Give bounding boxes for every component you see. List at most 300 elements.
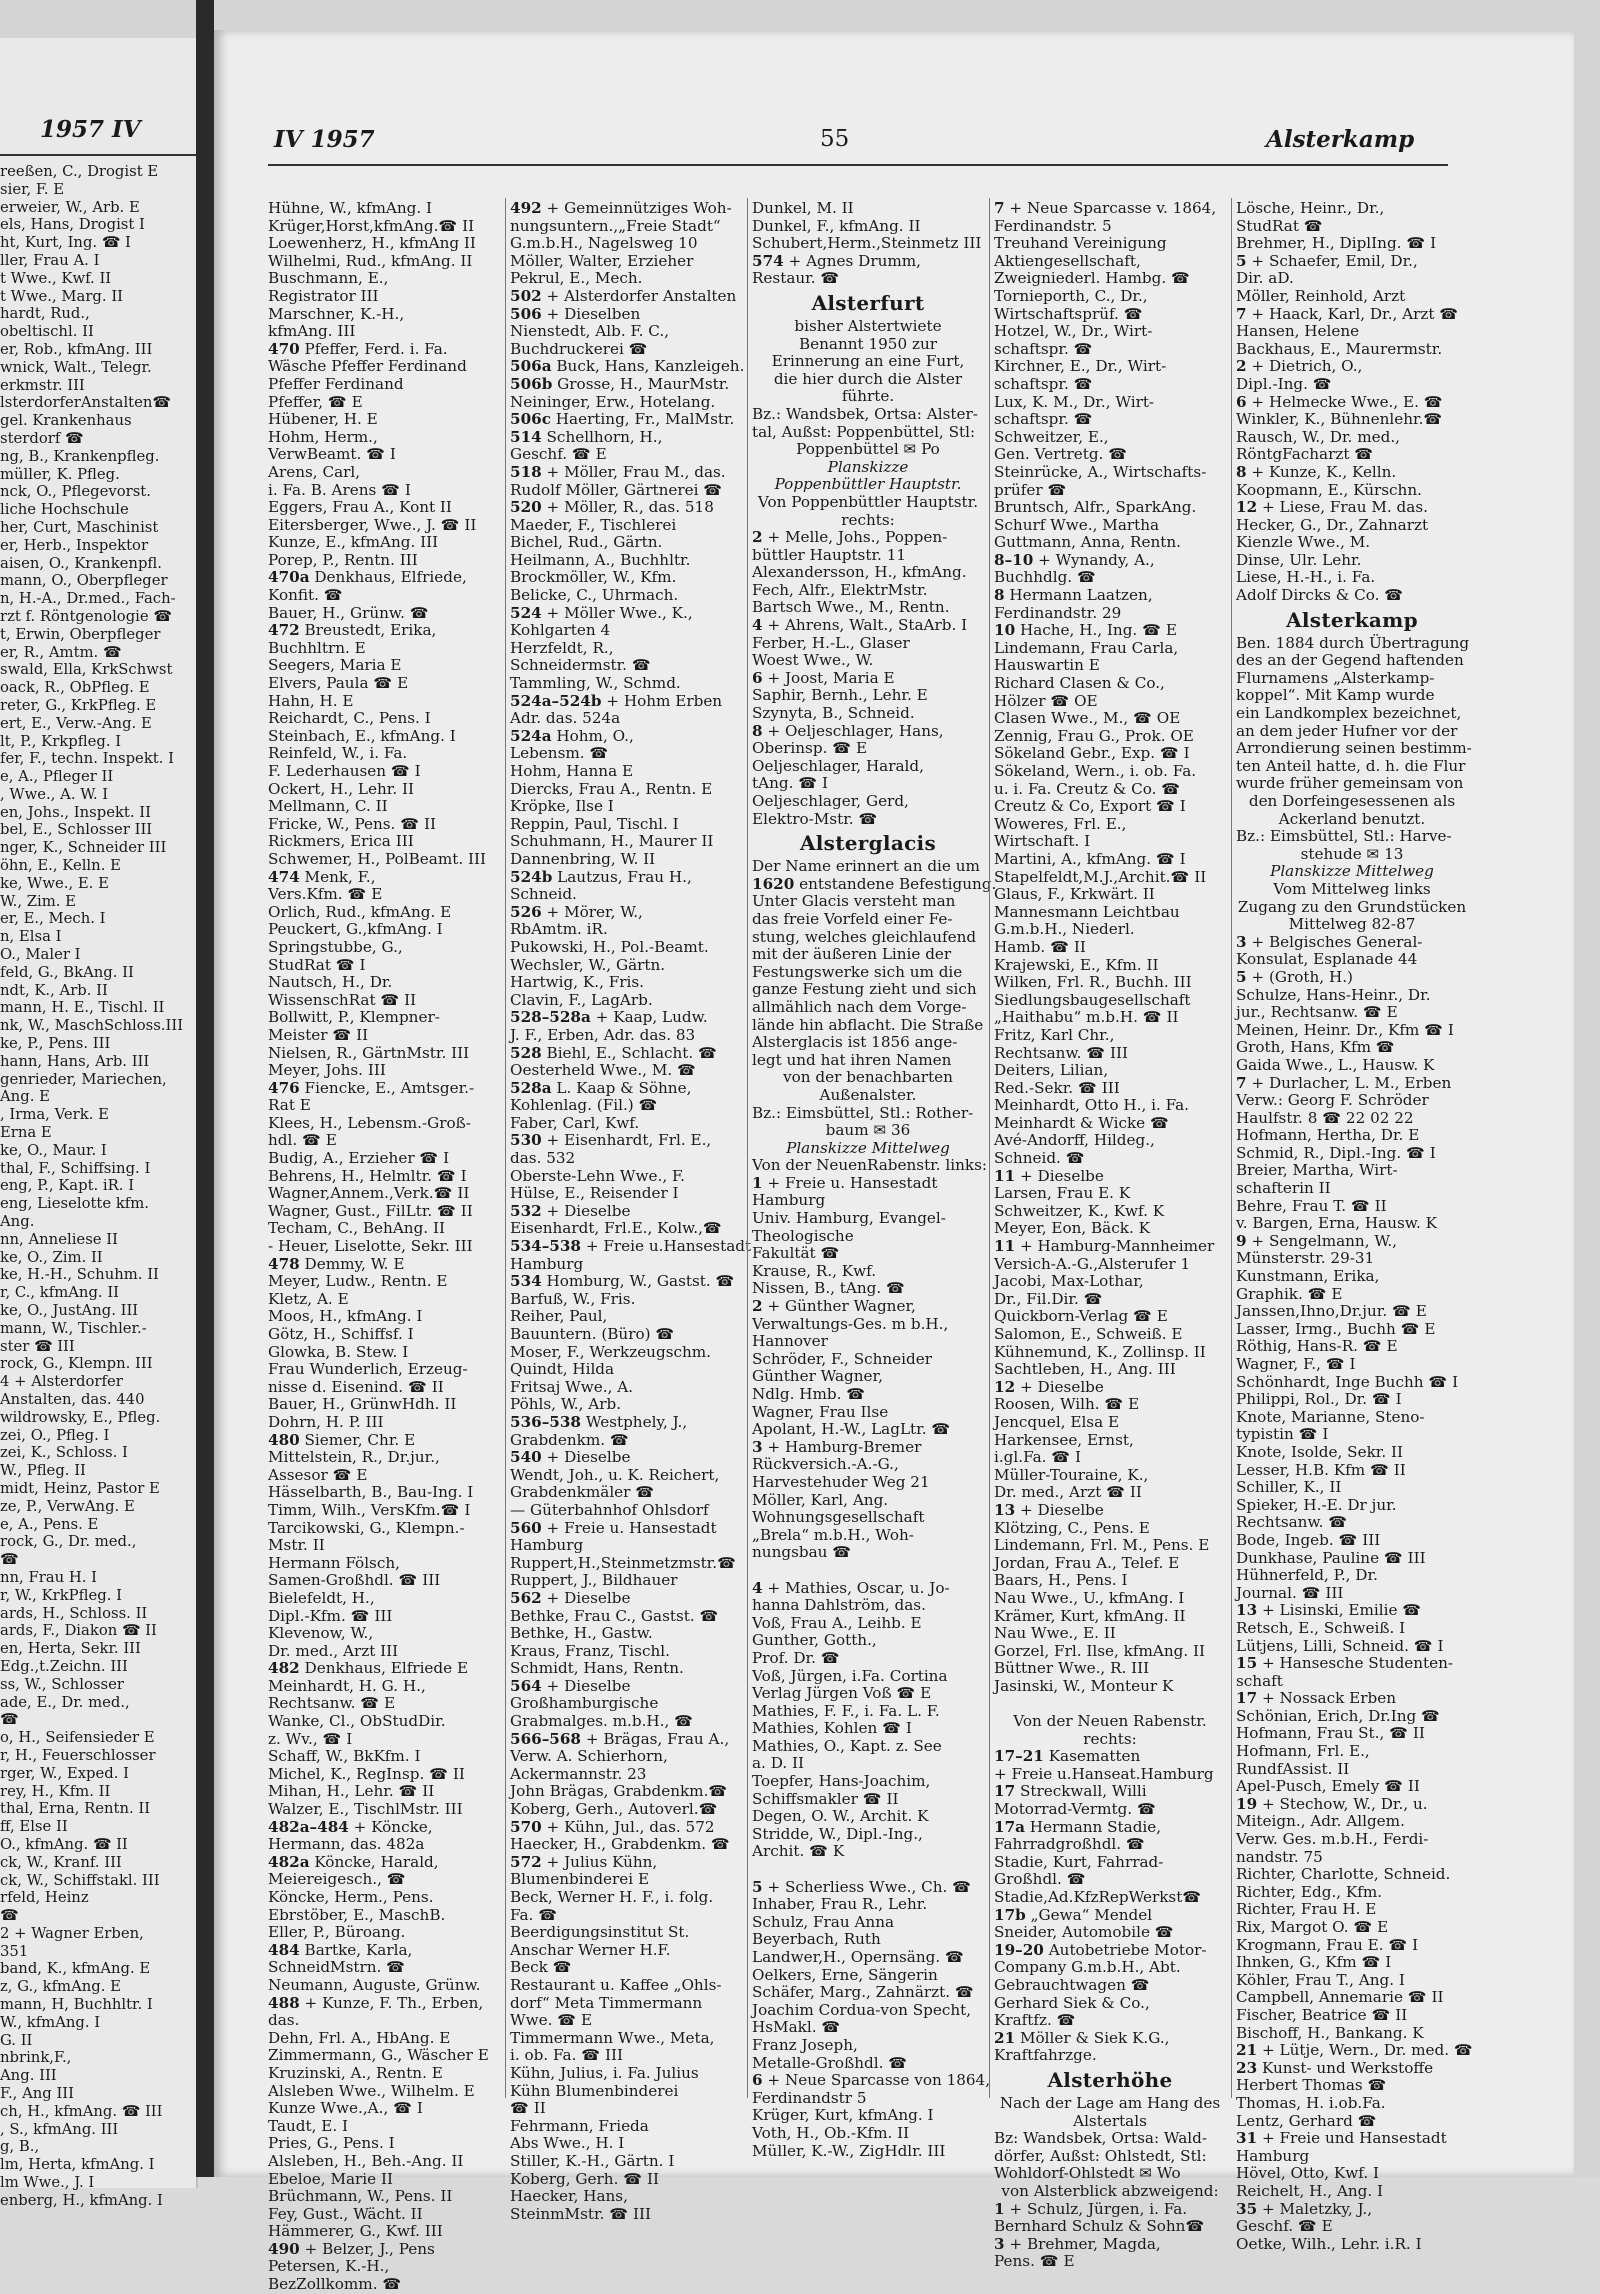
directory-entry-line: Gaida Wwe., L., Hausw. K (1236, 1055, 1435, 1074)
left-page-line: nk, W., MaschSchloss.III (0, 1017, 184, 1035)
left-page-line: mann, O., Oberpfleger (0, 572, 168, 590)
directory-entry-line: 478 Demmy, W. E (268, 1254, 405, 1273)
directory-entry-line: Buchhltrn. E (268, 638, 366, 657)
left-page-line: ards, H., Schloss. II (0, 1604, 148, 1622)
directory-entry-line: Hofmann, Hertha, Dr. E (1236, 1126, 1420, 1145)
directory-entry-line: nisse d. Eisenind. ☎ II (268, 1377, 444, 1396)
directory-entry-line: Restaurant u. Kaffee „Ohls- (510, 1975, 722, 1994)
house-number: 35 (1236, 2199, 1258, 2218)
house-number: 470a (268, 568, 310, 587)
house-number: 5 (1236, 967, 1247, 986)
house-number: 17a (994, 1817, 1025, 1836)
directory-entry-line: 6 + Neue Sparcasse von 1864, (752, 2071, 991, 2090)
directory-entry-line: Belicke, C., Uhrmach. (510, 586, 679, 605)
directory-entry-line: Wirtschaftsprüf. ☎ (994, 304, 1143, 323)
directory-entry-line: 470a Denkhaus, Elfriede, (268, 568, 467, 587)
directory-entry-line: 17 Streckwall, Willi (994, 1782, 1147, 1801)
directory-entry-line: Deiters, Lilian, (994, 1061, 1109, 1080)
directory-entry-line: Dohrn, H. P. III (268, 1412, 384, 1431)
directory-entry-line: schaftspr. ☎ (994, 374, 1093, 393)
directory-entry-line: 1 + Schulz, Jürgen, i. Fa. (994, 2199, 1188, 2218)
directory-entry-line: 5 + (Groth, H.) (1236, 967, 1353, 986)
directory-entry-line: v. Bargen, Erna, Hausw. K (1236, 1214, 1437, 1233)
house-number: 524a–524b (510, 691, 602, 710)
directory-entry-line: Fritsaj Wwe., A. (510, 1377, 634, 1396)
directory-entry-line: Reinfeld, W., i. Fa. (268, 744, 408, 763)
directory-entry-line: Pries, G., Pens. I (268, 2134, 395, 2153)
directory-entry-line: Voß, Frau A., Leihb. E (752, 1613, 922, 1632)
directory-entry-line: Schäfer, Marg., Zahnärzt. ☎ (752, 1983, 974, 2002)
directory-entry-line: schaftspr. ☎ (994, 410, 1093, 429)
directory-entry-line: Meister ☎ II (268, 1025, 369, 1044)
directory-entry-line: Krüger,Horst,kfmAng.☎ II (268, 216, 475, 235)
left-page-line: zei, O., Pfleg. I (0, 1426, 110, 1444)
directory-entry-line: Maeder, F., Tischlerei (510, 515, 677, 534)
directory-entry-line: Meyer, Eon, Bäck. K (994, 1219, 1150, 1238)
directory-entry-line: Company G.m.b.H., Abt. (994, 1958, 1181, 1977)
directory-entry-line: Jencquel, Elsa E (994, 1412, 1120, 1431)
left-page-line: ☎ (0, 1907, 19, 1925)
directory-entry-line: Meinen, Heinr. Dr., Kfm ☎ I (1236, 1020, 1454, 1039)
house-number: 8 (752, 721, 763, 740)
left-page-line: müller, K. Pfleg. (0, 465, 120, 483)
directory-entry-line: Hölzer ☎ OE (994, 691, 1098, 710)
house-number: 534–538 (510, 1237, 581, 1256)
directory-entry-line: 514 Schellhorn, H., (510, 427, 663, 446)
directory-entry-line: 524b Lautzus, Frau H., (510, 867, 692, 886)
directory-entry-line: G.m.b.H., Niederl. (994, 920, 1135, 939)
directory-entry-line: 484 Bartke, Karla, (268, 1940, 413, 1959)
directory-entry-line: Gebrauchtwagen ☎ (994, 1975, 1150, 1994)
directory-entry-line: Beerdigungsinstitut St. (510, 1923, 690, 1942)
directory-entry-line: Buchhdlg. ☎ (994, 568, 1096, 587)
directory-entry-line: Geschf. ☎ E (510, 445, 607, 464)
directory-entry-line: ☎ II (510, 2099, 546, 2118)
directory-entry-line: Nielsen, R., GärtnMstr. III (268, 1043, 470, 1062)
directory-entry-line: Ferdinandstr 5 (752, 2088, 867, 2107)
directory-page (214, 30, 1574, 2294)
house-number: 6 (752, 2071, 763, 2090)
directory-entry-line: Dir. aD. (1236, 269, 1294, 288)
left-page-line: 4 + Alsterdorfer (0, 1373, 123, 1391)
directory-entry-line: Möller, Karl, Ang. (752, 1490, 889, 1509)
directory-entry-line: John Brägas, Grabdenkm.☎ (510, 1782, 728, 1801)
directory-entry-line: F. Lederhausen ☎ I (268, 762, 421, 780)
directory-entry-line: Sachtleben, H., Ang. III (994, 1360, 1176, 1379)
directory-entry-line: koppel“. Mit Kamp wurde (1236, 686, 1435, 705)
directory-entry-line: Lentz, Gerhard ☎ (1236, 2111, 1377, 2130)
house-number: 566–568 (510, 1729, 581, 1748)
directory-entry-line: Konsulat, Esplanade 44 (1236, 950, 1418, 969)
directory-entry-line: an dem jeder Hufner vor der (1236, 721, 1458, 740)
directory-entry-line: Herzfeldt, R., (510, 638, 614, 657)
left-page-line: rey, H., Kfm. II (0, 1782, 111, 1800)
left-page-line: F., Ang III (0, 2085, 74, 2103)
left-page-line: aisen, O., Krankenpfl. (0, 554, 162, 572)
directory-entry-line: Gunther, Gotth., (752, 1631, 877, 1650)
directory-entry-line: Götz, H., Schiffsf. I (268, 1325, 414, 1343)
directory-entry-line: von der benachbarten (783, 1068, 953, 1087)
directory-entry-line: Meyer, Johs. III (268, 1061, 386, 1080)
left-page-line: hann, Hans, Arb. III (0, 1052, 150, 1070)
house-number: 518 (510, 462, 542, 481)
house-number: 472 (268, 621, 300, 640)
directory-entry-line: Ebrstöber, E., MaschB. (268, 1905, 446, 1924)
directory-entry-line: Von Poppenbüttler Hauptstr. (757, 492, 979, 511)
directory-entry-line: 3 + Hamburg-Bremer (752, 1437, 922, 1456)
directory-entry-line: tAng. ☎ I (752, 774, 828, 793)
directory-entry-line: 19–20 Autobetriebe Motor- (994, 1940, 1207, 1959)
house-number: 3 (752, 1437, 763, 1456)
house-number: 490 (268, 2239, 300, 2258)
directory-entry-line (752, 1562, 984, 1580)
directory-entry-line: Mellmann, C. II (268, 797, 388, 816)
directory-entry-line: Pöhls, W., Arb. (510, 1395, 622, 1414)
directory-entry-line: Voth, H., Ob.-Kfm. II (752, 2123, 910, 2142)
directory-entry-line: Tornieporth, C., Dr., (994, 286, 1148, 305)
directory-entry-line: Außenalster. (819, 1085, 917, 1104)
directory-entry-line: u. i. Fa. Creutz & Co. ☎ (994, 779, 1181, 798)
directory-entry-line: Grabmalges. m.b.H., ☎ (510, 1712, 694, 1731)
directory-entry-line: Abs Wwe., H. I (510, 2134, 625, 2153)
directory-entry-line: StudRat ☎ (1236, 216, 1323, 235)
directory-entry-line: Registrator III (268, 286, 379, 305)
directory-entry-line: Fey, Gust., Wächt. II (268, 2204, 423, 2223)
directory-entry-line: Hauswartin E (994, 656, 1100, 675)
left-page-line: Ang. E (0, 1088, 50, 1106)
left-page-line: e, A., Pfleger II (0, 768, 114, 786)
left-page-line: midt, Heinz, Pastor E (0, 1479, 160, 1497)
column-divider (747, 198, 748, 2098)
directory-entry-line: Walzer, E., TischlMstr. III (268, 1800, 463, 1819)
directory-entry-line: Thomas, H. i.ob.Fa. (1236, 2093, 1386, 2112)
directory-entry-line: Glowka, B. Stew. I (268, 1342, 409, 1361)
left-page-line: ade, E., Dr. med., (0, 1693, 130, 1711)
directory-entry-line: Elektro-Mstr. ☎ (752, 809, 878, 828)
directory-entry-line: Barfuß, W., Fris. (510, 1289, 636, 1308)
house-number: 11 (994, 1237, 1016, 1256)
directory-entry-line: Hartwig, K., Fris. (510, 973, 645, 992)
directory-entry-line: Beck ☎ (510, 1958, 572, 1977)
directory-entry-line: Kienzle Wwe., M. (1236, 533, 1371, 552)
directory-entry-line: Pfeffer Ferdinand (268, 374, 404, 393)
directory-entry-line: 482a–484 + Köncke, (268, 1817, 433, 1836)
directory-entry-line: Hämmerer, G., Kwf. III (268, 2222, 443, 2241)
directory-entry-line: Nissen, B., tAng. ☎ (752, 1279, 905, 1298)
directory-entry-line: 11 + Dieselbe (994, 1166, 1104, 1185)
directory-entry-line: 560 + Freie u. Hansestadt (510, 1518, 717, 1537)
house-number: 31 (1236, 2129, 1258, 2148)
left-page-line: ☎ (0, 1711, 19, 1729)
directory-entry-line: Krüger, Kurt, kfmAng. I (752, 2106, 934, 2125)
directory-entry-line: 492 + Gemeinnütziges Woh- (510, 199, 732, 217)
house-number: 8 (994, 586, 1005, 605)
directory-entry-line: rechts: (1083, 1729, 1137, 1748)
directory-entry-line: Michel, K., RegInsp. ☎ II (268, 1764, 465, 1783)
directory-entry-line: Ferdinandstr. 29 (994, 603, 1122, 622)
directory-entry-line: Franz Joseph, (752, 2035, 858, 2054)
house-number: 524b (510, 867, 553, 886)
directory-entry-line: i. ob. Fa. ☎ III (510, 2046, 623, 2065)
directory-entry-line: Apel-Pusch, Emely ☎ II (1236, 1777, 1420, 1796)
left-page-line: eng, Lieselotte kfm. (0, 1195, 150, 1213)
left-page-line: o, H., Seifensieder E (0, 1729, 155, 1747)
directory-entry-line: 566–568 + Brägas, Frau A., (510, 1729, 730, 1748)
directory-entry-line: Ndlg. Hmb. ☎ (752, 1385, 866, 1403)
directory-entry-line: Buschmann, E., (268, 269, 389, 288)
directory-entry-line: Glaus, F., Krkwärt. II (994, 885, 1155, 904)
directory-entry-line: Ben. 1884 durch Übertragung (1236, 633, 1470, 652)
left-page-line: ards, F., Diakon ☎ II (0, 1622, 157, 1640)
left-page-line: er, R., Amtm. ☎ (0, 643, 122, 661)
directory-entry-line: WissenschRat ☎ II (268, 990, 417, 1009)
house-number: 532 (510, 1201, 542, 1220)
directory-entry-line: SchneidMstrn. ☎ (268, 1958, 406, 1977)
directory-entry-line: Schmid, R., Dipl.-Ing. ☎ I (1236, 1143, 1436, 1162)
directory-entry-line: Eller, P., Büroang. (268, 1923, 406, 1942)
directory-entry-line: Tarcikowski, G., Klempn.- (268, 1518, 465, 1537)
directory-entry-line: Hofmann, Frau St., ☎ II (1236, 1724, 1425, 1743)
directory-entry-line: Pfeffer, ☎ E (268, 392, 363, 411)
house-number: 482a–484 (268, 1817, 349, 1836)
directory-entry-line: StudRat ☎ I (268, 955, 366, 974)
left-page-line: , S., kfmAng. III (0, 2120, 119, 2138)
directory-entry-line: Hotzel, W., Dr., Wirt- (994, 322, 1153, 341)
directory-entry-line: 524 + Möller Wwe., K., (510, 603, 693, 622)
directory-entry-line: 476 Fiencke, E., Amtsger.- (268, 1078, 475, 1097)
left-page-line: t Wwe., Kwf. II (0, 269, 112, 287)
directory-entry-line: Krämer, Kurt, kfmAng. II (994, 1606, 1186, 1625)
left-page-line: g, B., (0, 2138, 40, 2156)
directory-entry-line: Adr. das. 524a (510, 709, 621, 728)
left-page-line: ke, P., Pens. III (0, 1035, 111, 1053)
directory-entry-line: 502 + Alsterdorfer Anstalten (510, 286, 737, 305)
directory-entry-line: Wilhelmi, Rud., kfmAng. II (268, 251, 473, 270)
directory-entry-line: Stridde, W., Dipl.-Ing., (752, 1824, 923, 1843)
directory-entry-line: 4 + Ahrens, Walt., StaArb. I (752, 616, 968, 635)
directory-entry-line: des an der Gegend haftenden (1236, 651, 1464, 670)
directory-entry-line: Wechsler, W., Gärtn. (510, 955, 666, 974)
directory-entry-line: Miteign., Adr. Allgem. (1236, 1812, 1405, 1831)
directory-entry-line: Breier, Martha, Wirt- (1236, 1161, 1398, 1180)
directory-entry-line: Verwaltungs-Ges. m b.H., (752, 1314, 949, 1333)
house-number: 6 (1236, 392, 1247, 411)
directory-entry-line: z. Wv., ☎ I (268, 1729, 353, 1748)
directory-entry-line: Bode, Ingeb. ☎ III (1236, 1530, 1381, 1549)
directory-entry-line: 572 + Julius Kühn, (510, 1852, 658, 1871)
directory-entry-line: Prof. Dr. ☎ (752, 1648, 840, 1667)
house-number: 524a (510, 726, 552, 745)
directory-entry-line: Beck, Werner H. F., i. folg. (510, 1888, 714, 1906)
directory-entry-line: Wagner, F., ☎ I (1236, 1355, 1356, 1373)
directory-entry-line: Hannover (752, 1332, 828, 1351)
directory-entry-line: nandstr. 75 (1236, 1847, 1323, 1866)
left-page-line: rock, G., Klempn. III (0, 1355, 153, 1373)
directory-entry-line: Arens, Carl, (268, 462, 361, 481)
directory-entry-line: Meiereigesch., ☎ (268, 1870, 406, 1889)
directory-entry-line: Hässelbarth, B., Bau-Ing. I (268, 1483, 474, 1502)
directory-entry-line: Sökeland, Wern., i. ob. Fa. (994, 762, 1197, 780)
left-page-line: zei, K., Schloss. I (0, 1444, 128, 1462)
directory-entry-line: Dr., Fil.Dir. ☎ (994, 1289, 1103, 1308)
directory-entry-line: Kühn Blumenbinderei (510, 2081, 679, 2100)
left-page-line: n, Elsa I (0, 928, 62, 946)
directory-entry-line: Richter, Edg., Kfm. (1236, 1882, 1383, 1901)
directory-entry-line: 526 + Mörer, W., (510, 902, 643, 921)
directory-entry-line: Hamburg (752, 1191, 826, 1210)
directory-entry-line: Degen, O. W., Archit. K (752, 1807, 929, 1826)
directory-entry-line: Hamburg (1236, 2146, 1310, 2165)
directory-entry-line: mit der äußeren Linie der (752, 945, 952, 964)
left-page-line: bel, E., Schlosser III (0, 821, 153, 839)
directory-entry-line: Bielefeldt, H., (268, 1588, 375, 1607)
left-page-line: thal, Erna, Rentn. II (0, 1800, 151, 1818)
left-page-header: 1957 IV (40, 116, 141, 143)
directory-entry-line: Alsterglacis ist 1856 ange- (752, 1033, 958, 1052)
directory-entry-line: Lasser, Irmg., Buchh ☎ E (1236, 1319, 1436, 1338)
directory-entry-line: Ebeloe, Marie II (268, 2169, 393, 2188)
directory-entry-line: 2 + Melle, Johs., Poppen- (752, 528, 948, 547)
house-number: 7 (994, 199, 1005, 217)
left-page-fragment (0, 38, 198, 2209)
house-number: 520 (510, 498, 542, 517)
directory-entry-line: Stapelfeldt,M.J.,Archit.☎ II (994, 867, 1207, 886)
directory-entry-line: stung, welches gleichlaufend (752, 927, 977, 946)
left-page-column (0, 163, 196, 2210)
directory-entry-line: 528–528a + Kaap, Ludw. (510, 1008, 708, 1027)
directory-entry-line: hdl. ☎ E (268, 1131, 337, 1150)
directory-entry-line: Eggers, Frau A., Kont II (268, 498, 452, 517)
directory-entry-line: Jordan, Frau A., Telef. E (994, 1553, 1180, 1572)
directory-entry-line: stehude ✉ 13 (1300, 844, 1404, 863)
house-number: 492 (510, 199, 542, 217)
directory-entry-line: Mstr. II (268, 1536, 325, 1555)
directory-entry-line: Bz: Wandsbek, Ortsa: Wald- (994, 2129, 1207, 2148)
left-page-line: Ang. (0, 1213, 35, 1231)
house-number: 12 (994, 1377, 1016, 1396)
directory-entry-line: Beyerbach, Ruth (752, 1930, 881, 1949)
directory-entry-line: Oeljeschlager, Gerd, (752, 792, 909, 810)
directory-entry-line: Brehmer, H., DiplIng. ☎ I (1236, 234, 1437, 253)
left-page-line: t Wwe., Marg. II (0, 287, 124, 305)
directory-entry-line: RöntgFacharzt ☎ (1236, 445, 1374, 464)
directory-entry-line: Restaur. ☎ (752, 269, 840, 288)
directory-entry-line: Quindt, Hilda (510, 1360, 615, 1379)
directory-entry-line: Budig, A., Erzieher ☎ I (268, 1149, 450, 1168)
directory-entry-line: 5 + Scherliess Wwe., Ch. ☎ (752, 1877, 972, 1896)
left-page-line: obeltischl. II (0, 323, 94, 341)
directory-entry-line: Metalle-Großhdl. ☎ (752, 2053, 908, 2072)
directory-entry-line: den Dorfeingesessenen als (1248, 792, 1456, 810)
directory-entry-line: legt und hat ihren Namen (752, 1050, 952, 1069)
directory-entry-line: Dinse, Ulr. Lehr. (1236, 550, 1362, 569)
directory-entry-line: Fricke, W., Pens. ☎ II (268, 814, 436, 833)
directory-entry-line: Bauer, H., GrünwHdh. II (268, 1395, 457, 1414)
directory-entry-line: Kunze Wwe.,A., ☎ I (268, 2099, 423, 2118)
directory-entry-line: Hülse, E., Reisender I (510, 1184, 679, 1203)
left-page-line: ke, O., Maur. I (0, 1141, 107, 1159)
directory-entry-line: Unter Glacis versteht man (752, 892, 956, 911)
directory-entry-line: prüfer ☎ (994, 480, 1067, 499)
directory-entry-line: — Güterbahnhof Ohlsdorf (510, 1500, 709, 1519)
directory-entry-line: Hövel, Otto, Kwf. I (1236, 2164, 1380, 2183)
directory-entry-line: Bethke, Frau C., Gastst. ☎ (510, 1606, 719, 1625)
directory-entry-line: Gorzel, Frl. Ilse, kfmAng. II (994, 1641, 1205, 1660)
directory-entry-line: Brüchmann, W., Pens. II (268, 2187, 453, 2206)
directory-entry-line: Moos, H., kfmAng. I (268, 1307, 423, 1326)
directory-entry-line: 1620 entstandene Befestigung. (752, 874, 997, 893)
house-number: 478 (268, 1254, 300, 1273)
directory-entry-line: Rechtsanw. ☎ E (268, 1694, 396, 1713)
left-page-line: G. II (0, 2031, 33, 2049)
left-page-line: oack, R., ObPfleg. E (0, 679, 150, 697)
directory-entry-line: Mittelweg 82-87 (1288, 915, 1416, 934)
directory-entry-line: wurde früher gemeinsam von (1236, 774, 1464, 793)
left-page-line: eng, P., Kapt. iR. I (0, 1177, 135, 1195)
directory-entry-line: Apolant, H.-W., LagLtr. ☎ (752, 1420, 951, 1439)
directory-entry-line: Fakultät ☎ (752, 1244, 840, 1263)
directory-entry-line: Schröder, F., Schneider (752, 1349, 932, 1368)
directory-entry-line: Oberinsp. ☎ E (752, 739, 868, 758)
house-number: 488 (268, 1993, 300, 2012)
directory-entry-line: ganze Festung zieht und sich (752, 980, 977, 999)
directory-entry-line: Fahrradgroßhdl. ☎ (994, 1835, 1145, 1854)
directory-entry-line: Ruppert, J., Bildhauer (510, 1571, 678, 1590)
left-page-line: er, E., Mech. I (0, 910, 106, 928)
left-page-line: öhn, E., Kelln. E (0, 857, 121, 875)
house-number: 6 (752, 668, 763, 687)
directory-entry-line: Großhdl. ☎ (994, 1870, 1086, 1889)
directory-entry-line: Steinrücke, A., Wirtschafts- (994, 462, 1207, 481)
directory-entry-line: Schwemer, H., PolBeamt. III (268, 849, 487, 868)
directory-entry-line: Larsen, Frau E. K (994, 1184, 1131, 1203)
left-header-rule (0, 154, 196, 156)
house-number: 534 (510, 1272, 542, 1291)
directory-entry-line: Haecker, H., Grabdenkm. ☎ (510, 1835, 730, 1854)
directory-entry-line: Bz.: Eimsbüttel, Stl.: Harve- (1236, 827, 1452, 846)
directory-entry-line: 15 + Hansesche Studenten- (1236, 1654, 1454, 1673)
directory-entry-line: Dr. med., Arzt III (268, 1641, 399, 1660)
directory-entry-line: 482 Denkhaus, Elfriede E (268, 1659, 469, 1678)
directory-entry-line: Rückversich.-A.-G., (752, 1455, 899, 1474)
left-page-line: r, H., Feuerschlosser (0, 1746, 156, 1764)
directory-entry-line: Univ. Hamburg, Evangel- (752, 1209, 946, 1228)
directory-entry-line: Fech, Alfr., ElektrMstr. (752, 580, 928, 599)
directory-entry-line: Peuckert, G.,kfmAng. I (268, 920, 443, 939)
directory-entry-line: 570 + Kühn, Jul., das. 572 (510, 1817, 715, 1836)
house-number: 574 (752, 251, 784, 270)
directory-entry-line: Köhler, Frau T., Ang. I (1236, 1970, 1405, 1989)
left-page-line: thal, F., Schiffsing. I (0, 1159, 151, 1177)
directory-entry-line: Alsleben Wwe., Wilhelm. E (268, 2081, 475, 2100)
directory-entry-line: Jasinski, W., Monteur K (994, 1676, 1174, 1695)
directory-entry-line: Kühn, Julius, i. Fa. Julius (510, 2063, 699, 2082)
directory-entry-line: BezZollkomm. ☎ (268, 2275, 402, 2294)
directory-entry-line: Ockert, H., Lehr. II (268, 779, 414, 798)
left-page-line: her, Curt, Maschinist (0, 518, 159, 536)
directory-entry-line: Fritz, Karl Chr., (994, 1025, 1115, 1044)
directory-entry-line: Journal. ☎ III (1236, 1583, 1344, 1602)
house-number: 484 (268, 1940, 300, 1959)
directory-entry-line: Dannenbring, W. II (510, 849, 656, 868)
directory-entry-line: Woweres, Frl. E., (994, 814, 1127, 833)
directory-entry-line: 35 + Maletzky, J., (1236, 2199, 1373, 2218)
left-page-line: sier, F. E (0, 180, 65, 198)
directory-entry-line: Oeljeschlager, Harald, (752, 756, 924, 775)
directory-entry-line: Backhaus, E., Maurermstr. (1236, 339, 1443, 358)
directory-entry-line: tal, Außst: Poppenbüttel, Stl: (752, 422, 976, 441)
left-page-line: rock, G., Dr. med., (0, 1533, 137, 1551)
